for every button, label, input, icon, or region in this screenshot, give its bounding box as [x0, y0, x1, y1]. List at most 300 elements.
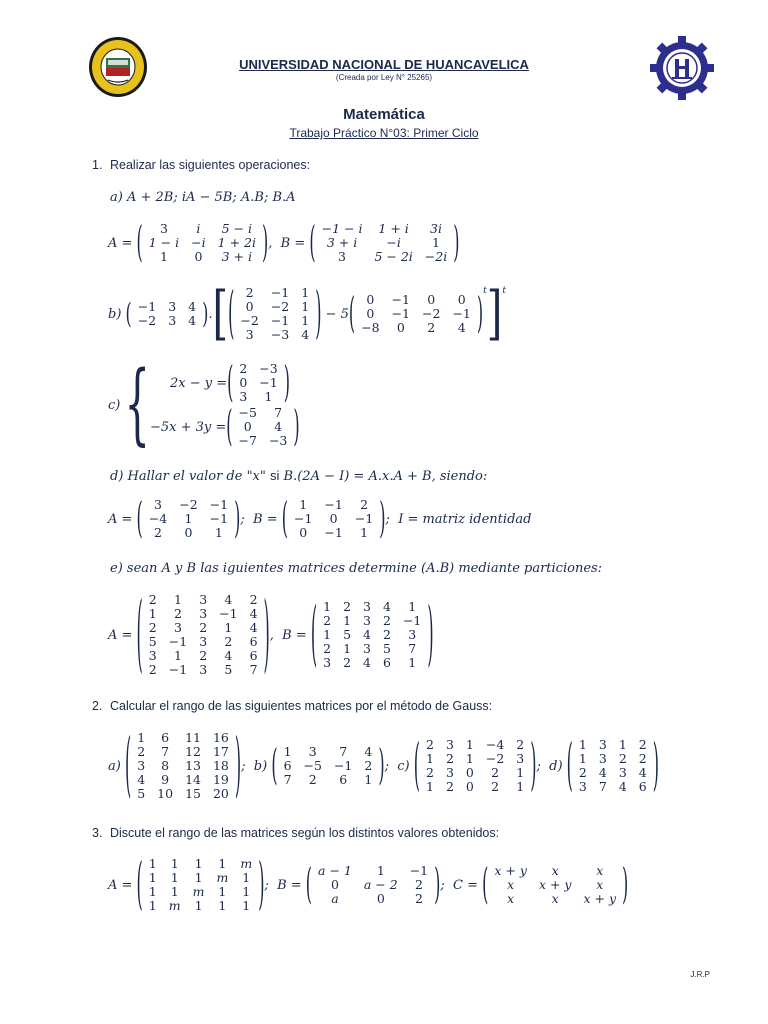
- matrix-cell: 3: [137, 758, 146, 773]
- equation-1-lhs: 2x − y =: [169, 375, 228, 391]
- matrix-cell: 1: [432, 235, 440, 250]
- matrix-cell: −1: [409, 863, 429, 878]
- matrix-cell: 2: [199, 620, 208, 635]
- matrix-cell: 3: [598, 737, 607, 752]
- matrix-cell: 3: [168, 299, 177, 314]
- matrix-3A: [136, 850, 265, 917]
- matrix-cell: 3: [445, 765, 454, 780]
- matrix-cell: 3: [199, 592, 208, 607]
- matrix-cell: 1: [465, 737, 474, 752]
- matrix-c1: [227, 356, 290, 407]
- right-paren: ): [263, 582, 270, 683]
- matrix-cell: −2: [137, 313, 157, 328]
- matrix-cell: 12: [185, 744, 201, 759]
- matrix-cell: −i: [191, 235, 206, 250]
- matrix-3C: [482, 858, 629, 909]
- matrix-cell: 2: [383, 627, 391, 642]
- matrix-cell: 2: [414, 877, 423, 892]
- matrix-cell: a: [331, 891, 339, 906]
- right-paren: ): [283, 356, 290, 407]
- matrix-cell: 4: [618, 779, 627, 794]
- matrix-cell: 2: [425, 737, 434, 752]
- left-paren: (: [310, 591, 318, 675]
- matrix-cell: 1: [376, 863, 385, 878]
- q1-part-a-label: a) A + 2B; iA − 5B; A.B; B.A: [110, 190, 296, 205]
- matrix-cell: 0: [366, 292, 375, 307]
- matrix-cell: 2: [364, 758, 373, 773]
- matrix-cell: −1: [452, 306, 471, 321]
- question-text: Discute el rango de las matrices según los distintos valores obtenidos:: [110, 826, 500, 840]
- matrix-cell: 1: [218, 884, 227, 899]
- matrix-cell: 1: [242, 870, 251, 885]
- right-paren: ): [453, 216, 460, 267]
- matrix-cell: 15: [185, 786, 201, 801]
- matrix-cell: 6: [249, 634, 258, 649]
- matrix-cell: 5: [224, 662, 233, 677]
- matrix-cell: 4: [249, 620, 258, 635]
- subject-title: Matemática: [343, 106, 425, 123]
- matrix-cell: 0: [465, 765, 474, 780]
- matrix-cell: 1: [170, 884, 179, 899]
- matrix-cell: 0: [457, 292, 466, 307]
- matrix-cell: 7: [339, 744, 348, 759]
- matrix-cell: 3: [199, 634, 208, 649]
- matrix-cell: 3: [168, 313, 177, 328]
- matrix-cell: 0: [330, 877, 339, 892]
- creation-law: (Creada por Ley N° 25265): [335, 73, 433, 82]
- q1-part-b: b) ( −1 3 4 −2 3 4 ) . [ ( 2 −1 1 0 −2 1 −2 −1 1 3 −3 4 ) − 5 ( 0 −1 0 0 0 −1 −2 −1 −8 0 2 4 ) t ] t: [108, 279, 506, 348]
- matrix-cell: a − 1: [318, 863, 352, 878]
- right-paren: ): [315, 279, 322, 346]
- matrix-cell: −2: [179, 497, 198, 512]
- matrix-cell: 1: [408, 599, 417, 614]
- matrix-cell: 4: [224, 648, 233, 663]
- right-paren: ): [427, 591, 434, 675]
- matrix-cell: −5: [238, 405, 257, 420]
- matrix-cell: 1 + i: [378, 221, 409, 236]
- question-number: 3.: [92, 826, 103, 840]
- matrix-cell: a − 2: [363, 877, 398, 892]
- matrix-cell: 6: [638, 779, 647, 794]
- matrix-cell: 7: [249, 662, 258, 677]
- left-paren: (: [226, 400, 233, 451]
- matrix-cell: 1: [299, 497, 308, 512]
- matrix-cell: 3: [160, 221, 168, 236]
- matrix-cell: 1: [160, 249, 168, 264]
- matrix-cell: −5: [303, 758, 322, 773]
- left-paren: (: [228, 279, 235, 346]
- matrix-cell: 1: [214, 525, 223, 540]
- matrix-b1: [125, 296, 209, 330]
- matrix-cell: −1: [333, 758, 353, 773]
- matrix-2c: [413, 731, 537, 798]
- matrix-cell: −1: [324, 525, 343, 540]
- matrix-cell: 2: [154, 525, 162, 540]
- matrix-cell: 0: [396, 320, 405, 335]
- practice-title: Trabajo Práctico N°03: Primer Ciclo: [289, 126, 479, 140]
- matrix-cell: 0: [329, 511, 338, 526]
- matrix-cell: 3: [239, 389, 248, 404]
- left-paren: (: [566, 731, 573, 798]
- matrix-cell: 1: [343, 613, 352, 628]
- matrix-cell: 1: [242, 898, 251, 913]
- matrix-cell: 1: [408, 655, 417, 670]
- left-paren: (: [281, 492, 288, 543]
- matrix-cell: −1: [219, 606, 238, 621]
- q1-part-d-label: d) Hallar el valor de "x" si B.(2A − I) = A.x.A + B, siendo:: [110, 468, 488, 484]
- right-paren: ): [530, 731, 537, 798]
- matrix-cell: 2: [148, 620, 157, 635]
- equation-2-lhs: −5x + 3y =: [149, 419, 227, 435]
- left-paren: (: [227, 356, 234, 407]
- matrix-c2: [226, 400, 300, 451]
- matrix-cell: −1: [293, 511, 313, 526]
- matrix-cell: 1: [170, 870, 179, 885]
- matrix-cell: x + y: [583, 891, 617, 906]
- matrix-cell: x: [596, 863, 604, 878]
- matrix-cell: −2: [422, 306, 441, 321]
- matrix-cell: 2: [199, 648, 208, 663]
- matrix-cell: 5 − i: [221, 221, 252, 236]
- author-initials: J.R.P: [690, 970, 710, 979]
- matrix-cell: 2: [343, 599, 352, 614]
- matrix-cell: 0: [245, 299, 254, 314]
- matrix-cell: 1: [194, 870, 203, 885]
- matrix-cell: i: [196, 221, 201, 236]
- matrix-cell: −1: [209, 497, 229, 512]
- matrix-cell: 6: [383, 655, 391, 670]
- matrix-cell: −1: [270, 313, 290, 328]
- matrix-cell: −2i: [424, 249, 448, 264]
- matrix-cell: 3: [578, 779, 587, 794]
- matrix-2a: [124, 722, 242, 806]
- matrix-cell: 7: [161, 744, 170, 759]
- matrix-cell: 2: [383, 613, 391, 628]
- q1-d-matrices: A = ( 3 −2 −1 −4 1 −1 2 0 1 ) ; B = ( 1 −1 2 −1 0 −1 0 −1 1 ) ; I = matriz identidad: [108, 492, 532, 543]
- matrix-cell: 4: [249, 606, 258, 621]
- matrix-cell: −1: [259, 375, 278, 390]
- left-paren: (: [305, 858, 313, 909]
- left-paren: (: [271, 739, 278, 790]
- matrix-cell: 1: [465, 751, 474, 766]
- matrix-cell: −7: [238, 433, 257, 448]
- matrix-cell: 2: [323, 613, 332, 628]
- matrix-cell: 1: [578, 751, 587, 766]
- q2-matrices: a) ( 1 6 11 16 2 7 12 17 3 8 13 18 4 9 14 19 5 10 15 20 ) ; b) ( 1 3 7 4 6 −5 −1 2 7 2 6 1 ) ; c) ( 2 3 1 −4 2 1 2 1 −2 3 2 3 0 2 1 1 2 0 2 1 ) ; d) ( 1 3 1 2 1 3 2 2 2 4 3 4 3 7 4 6 ): [108, 722, 659, 806]
- university-name: UNIVERSIDAD NACIONAL DE HUANCAVELICA: [239, 57, 529, 72]
- matrix-cell: x: [507, 877, 515, 892]
- question-2: [92, 699, 492, 713]
- right-paren: ): [379, 492, 386, 543]
- matrix-cell: 7: [408, 641, 417, 656]
- matrix-cell: 1: [301, 299, 310, 314]
- matrix-cell: 4: [137, 772, 146, 787]
- matrix-cell: 3 + i: [326, 235, 358, 250]
- matrix-e-A: [136, 582, 270, 683]
- matrix-cell: 4: [188, 313, 197, 328]
- right-paren: ): [234, 492, 241, 543]
- right-paren: ): [476, 287, 484, 338]
- left-paren: (: [482, 858, 489, 909]
- matrix-cell: 0: [239, 375, 248, 390]
- matrix-cell: 1: [264, 389, 273, 404]
- right-paren: ): [434, 858, 441, 909]
- matrix-cell: −1: [324, 497, 343, 512]
- matrix-cell: 1: [194, 898, 203, 913]
- matrix-cell: 1: [578, 737, 587, 752]
- right-paren: ): [293, 400, 300, 451]
- matrix-cell: 4: [383, 599, 391, 614]
- left-paren: (: [136, 492, 143, 543]
- matrix-cell: 1: [173, 648, 182, 663]
- matrix-cell: 2: [249, 592, 258, 607]
- matrix-cell: −1: [168, 662, 188, 677]
- left-paren: (: [124, 722, 132, 806]
- matrix-cell: 3: [408, 627, 417, 642]
- question-text: Realizar las siguientes operaciones:: [110, 158, 311, 172]
- matrix-cell: 2: [245, 285, 254, 300]
- matrix-cell: 1: [516, 779, 525, 794]
- matrix-cell: 1: [516, 765, 525, 780]
- matrix-cell: 3: [199, 606, 208, 621]
- matrix-cell: 3: [148, 648, 157, 663]
- matrix-cell: 2: [445, 751, 454, 766]
- matrix-cell: 2: [638, 737, 647, 752]
- matrix-cell: 1: [425, 751, 434, 766]
- right-paren: ): [652, 731, 659, 798]
- matrix-cell: 10: [157, 786, 174, 801]
- matrix-cell: −1: [391, 292, 411, 307]
- matrix-cell: −2: [270, 299, 290, 314]
- matrix-cell: 3: [516, 751, 525, 766]
- matrix-cell: 0: [299, 525, 308, 540]
- matrix-cell: 2: [414, 891, 423, 906]
- matrix-cell: 5 − 2i: [374, 249, 413, 264]
- matrix-cell: 4: [274, 419, 283, 434]
- question-text: Calcular el rango de las siguientes matrices por el método de Gauss:: [110, 699, 493, 713]
- matrix-cell: 0: [366, 306, 375, 321]
- matrix-cell: 2: [148, 662, 157, 677]
- matrix-cell: 1: [343, 641, 352, 656]
- left-paren: (: [125, 296, 132, 330]
- matrix-cell: 0: [184, 525, 193, 540]
- matrix-cell: 0: [427, 292, 436, 307]
- matrix-cell: 4: [188, 299, 197, 314]
- matrix-cell: 3: [245, 327, 254, 342]
- matrix-2d: [566, 731, 659, 798]
- matrix-A: [136, 216, 269, 267]
- matrix-cell: 17: [212, 744, 229, 759]
- right-paren: ): [378, 739, 385, 790]
- matrix-cell: 0: [194, 249, 203, 264]
- q1-a-matrices: A = ( 3 i 5 − i 1 − i −i 1 + 2i 1 0 3 + i ) , B = ( −1 − i 1 + i 3i 3 + i −i 1 3 5 − 2i −2i ): [108, 216, 460, 267]
- matrix-cell: 1: [224, 620, 233, 635]
- matrix-cell: 13: [185, 758, 201, 773]
- right-paren: ): [202, 296, 209, 330]
- matrix-cell: 3: [308, 744, 317, 759]
- right-paren: ): [622, 858, 629, 909]
- identity-definition: I = matriz identidad: [398, 511, 532, 527]
- matrix-cell: 4: [363, 655, 371, 670]
- matrix-cell: 9: [161, 772, 170, 787]
- matrix-cell: 0: [243, 419, 252, 434]
- matrix-cell: −8: [361, 320, 380, 335]
- matrix-cell: 2: [445, 779, 454, 794]
- question-3: [92, 826, 499, 840]
- matrix-cell: 4: [364, 744, 373, 759]
- matrix-cell: −4: [148, 511, 168, 526]
- left-paren: (: [136, 216, 143, 267]
- matrix-cell: −i: [386, 235, 401, 250]
- left-paren: (: [348, 287, 356, 338]
- matrix-d-B: [281, 492, 386, 543]
- matrix-cell: 1: [618, 737, 627, 752]
- matrix-cell: 3: [323, 655, 332, 670]
- q3-matrices: A = ( 1 1 1 1 m 1 1 1 m 1 1 1 m 1 1 1 m 1 1 1 ) ; B = ( a − 1 1 −1 0 a − 2 2 a 0 2 ) ; C = ( x + y x x x x + y x x x x + y ): [108, 850, 629, 917]
- matrix-cell: 0: [465, 779, 474, 794]
- matrix-cell: −1 − i: [321, 221, 363, 236]
- q1-part-e-label: e) sean A y B las iguientes matrices determine (A.B) mediante particiones:: [110, 561, 603, 576]
- matrix-cell: 2: [491, 779, 500, 794]
- matrix-cell: x: [507, 891, 515, 906]
- matrix-cell: 1: [148, 856, 157, 871]
- matrix-cell: −1: [209, 511, 229, 526]
- matrix-cell: −4: [485, 737, 505, 752]
- matrix-cell: 2: [638, 751, 647, 766]
- matrix-cell: −2: [485, 751, 505, 766]
- matrix-cell: 2: [137, 744, 146, 759]
- matrix-cell: 1: [148, 606, 157, 621]
- matrix-cell: 1: [173, 592, 182, 607]
- matrix-cell: 7: [598, 779, 607, 794]
- matrix-e-B: [310, 591, 434, 675]
- matrix-cell: 2: [618, 751, 627, 766]
- matrix-cell: 6: [283, 758, 292, 773]
- matrix-cell: 1: [194, 856, 203, 871]
- matrix-cell: −1: [402, 613, 422, 628]
- question-number: 1.: [92, 158, 103, 172]
- matrix-cell: −3: [268, 433, 288, 448]
- matrix-cell: 2: [425, 765, 434, 780]
- matrix-cell: 6: [161, 730, 170, 745]
- matrix-cell: m: [168, 898, 181, 913]
- matrix-cell: 1: [301, 313, 310, 328]
- matrix-3B: [305, 858, 441, 909]
- matrix-cell: 3: [363, 599, 371, 614]
- matrix-cell: 0: [376, 891, 385, 906]
- matrix-cell: 14: [185, 772, 201, 787]
- matrix-cell: 5: [137, 786, 146, 801]
- matrix-cell: 1 + 2i: [217, 235, 256, 250]
- matrix-cell: 5: [343, 627, 352, 642]
- matrix-cell: 1: [148, 898, 157, 913]
- matrix-cell: 6: [339, 772, 348, 787]
- matrix-cell: 3: [338, 249, 346, 264]
- matrix-cell: 3: [173, 620, 182, 635]
- matrix-cell: 4: [457, 320, 466, 335]
- matrix-b3: [348, 287, 484, 338]
- matrix-cell: x + y: [538, 877, 572, 892]
- matrix-cell: −1: [137, 299, 157, 314]
- question-1: [92, 158, 310, 172]
- matrix-cell: 2: [516, 737, 525, 752]
- matrix-cell: −1: [391, 306, 411, 321]
- matrix-cell: 1: [137, 730, 146, 745]
- matrix-cell: 1: [148, 884, 157, 899]
- matrix-cell: 8: [161, 758, 170, 773]
- matrix-cell: 18: [212, 758, 229, 773]
- matrix-cell: m: [192, 884, 205, 899]
- matrix-d-A: [136, 492, 241, 543]
- q1-part-c: c) { 2x − y = ( 2 −3 0 −1 3 1 ) −5x + 3y = ( −5 7 0 4 −7 −3 ): [108, 354, 300, 456]
- matrix-cell: 3 + i: [221, 249, 252, 264]
- matrix-cell: 4: [638, 765, 647, 780]
- matrix-cell: m: [240, 856, 253, 871]
- matrix-cell: 3: [363, 641, 371, 656]
- matrix-cell: x: [551, 891, 559, 906]
- matrix-cell: 3: [199, 662, 208, 677]
- matrix-cell: 1: [360, 525, 369, 540]
- matrix-cell: 3: [618, 765, 627, 780]
- matrix-cell: 3: [445, 737, 454, 752]
- matrix-cell: 11: [185, 730, 201, 745]
- matrix-cell: 2: [491, 765, 500, 780]
- right-paren: ): [258, 850, 265, 917]
- matrix-cell: 1: [283, 744, 292, 759]
- matrix-cell: 1: [323, 627, 332, 642]
- matrix-cell: 1: [242, 884, 251, 899]
- matrix-cell: 1: [184, 511, 193, 526]
- matrix-cell: 1 − i: [148, 235, 180, 250]
- left-paren: (: [136, 582, 143, 683]
- matrix-cell: 19: [212, 772, 229, 787]
- matrix-cell: −1: [168, 634, 188, 649]
- matrix-cell: 1: [148, 870, 157, 885]
- matrix-cell: 6: [249, 648, 258, 663]
- matrix-cell: −3: [259, 361, 278, 376]
- left-paren: (: [413, 731, 420, 798]
- matrix-cell: 2: [239, 361, 248, 376]
- matrix-cell: 1: [425, 779, 434, 794]
- matrix-cell: 2: [427, 320, 436, 335]
- matrix-cell: 5: [383, 641, 391, 656]
- matrix-cell: 1: [364, 772, 373, 787]
- matrix-cell: 1: [218, 898, 227, 913]
- matrix-cell: 4: [363, 627, 371, 642]
- matrix-cell: m: [216, 870, 229, 885]
- matrix-cell: 20: [212, 786, 229, 801]
- q1-e-matrices: A = ( 2 1 3 4 2 1 2 3 −1 4 2 3 2 1 4 5 −1 3 2 6 3 1 2 4 6 2 −1 3 5 7 ) , B = ( 1 2 3 4 1 2 1 3 2 −1 1 5 4 2 3 2 1 3 5 7 3 2 4 6 1 ): [108, 582, 434, 683]
- matrix-cell: 4: [301, 327, 310, 342]
- right-paren: ): [234, 722, 242, 806]
- right-paren: ): [261, 216, 269, 267]
- matrix-cell: 2: [224, 634, 233, 649]
- matrix-cell: 2: [308, 772, 317, 787]
- matrix-cell: 2: [360, 497, 369, 512]
- matrix-cell: x: [596, 877, 604, 892]
- matrix-cell: 16: [212, 730, 229, 745]
- matrix-2b: [271, 739, 385, 790]
- matrix-cell: 3: [598, 751, 607, 766]
- left-paren: (: [136, 850, 143, 917]
- matrix-cell: 1: [323, 599, 332, 614]
- matrix-cell: 3: [363, 613, 371, 628]
- matrix-cell: 3: [154, 497, 162, 512]
- matrix-b2: [228, 279, 322, 346]
- matrix-cell: 3i: [430, 221, 442, 236]
- matrix-cell: −2: [240, 313, 259, 328]
- matrix-cell: 4: [224, 592, 233, 607]
